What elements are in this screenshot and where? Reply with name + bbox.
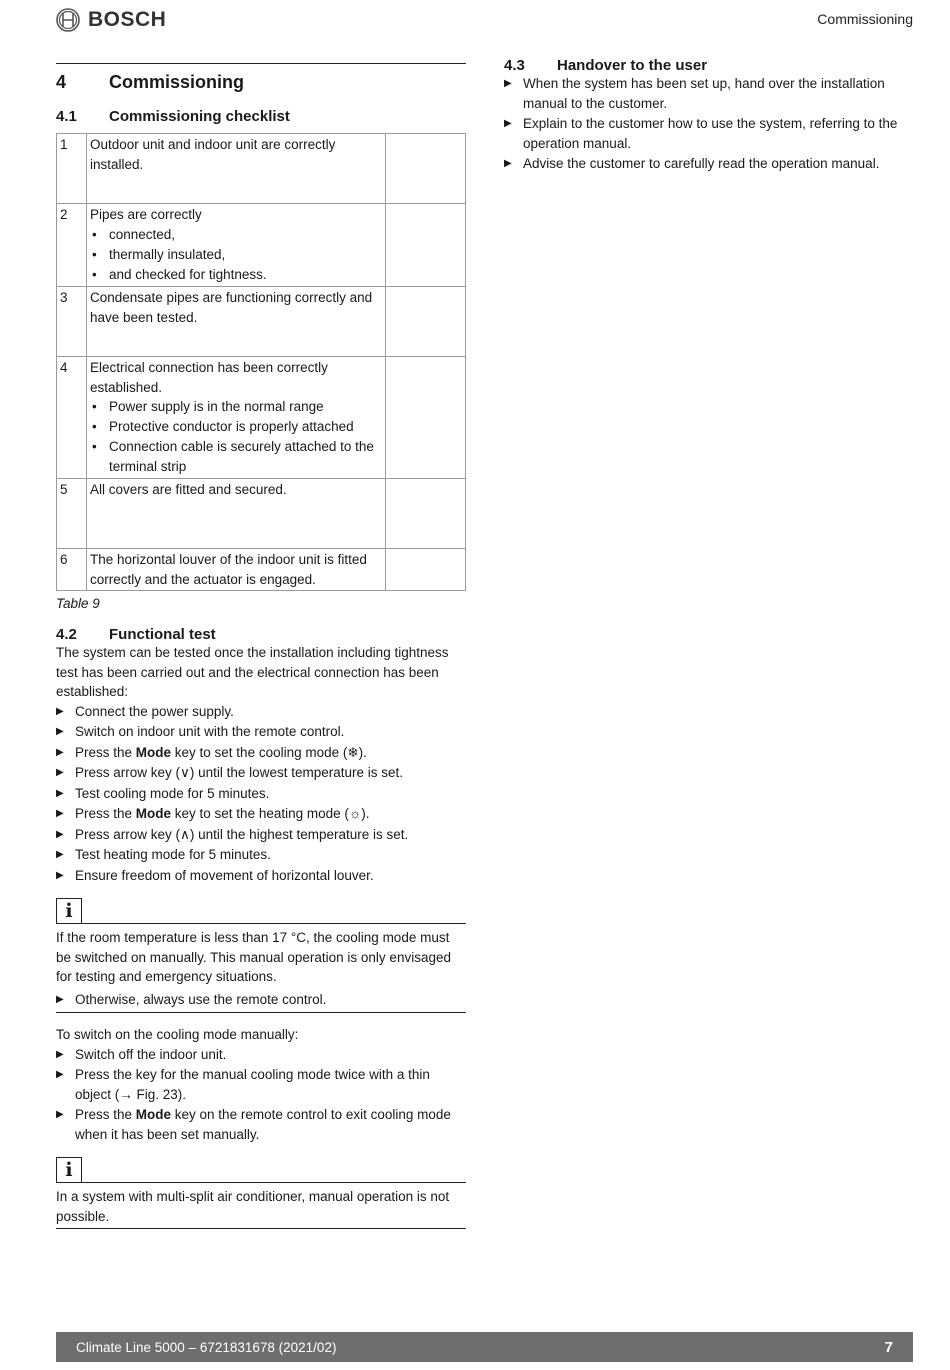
- row-text-main: Electrical connection has been correctly established.: [90, 360, 328, 395]
- step-text: Switch on indoor unit with the remote control.: [75, 724, 345, 739]
- step-item: [56, 845, 466, 865]
- row-text: [87, 204, 386, 287]
- step-text: Explain to the customer how to use the system, referring to the operation manual.: [523, 116, 898, 151]
- info-note-multisplit: [56, 1157, 466, 1229]
- row-number: 3: [57, 287, 87, 357]
- row-text: [87, 479, 386, 549]
- step-item: [56, 763, 466, 783]
- step-item: [56, 784, 466, 804]
- info-icon: i: [56, 898, 82, 924]
- functional-title: Functional test: [109, 626, 216, 643]
- check-box-cell: [386, 134, 466, 204]
- functional-intro: The system can be tested once the installation including tightness test has been carried out and the electrical connection has been established:: [56, 645, 449, 699]
- commissioning-checklist-table: [56, 133, 466, 591]
- list-item: • Protective conductor is properly attached: [90, 417, 382, 437]
- info-text: In a system with multi-split air conditioner, manual operation is not possible.: [56, 1189, 450, 1224]
- step-item: [504, 154, 914, 174]
- step-item: [56, 825, 466, 845]
- list-item: • and checked for tightness.: [90, 265, 382, 285]
- section-title: Commissioning: [109, 72, 245, 92]
- row-number: 4: [57, 357, 87, 479]
- handover-number: 4.3: [504, 57, 525, 74]
- checklist-heading: [56, 108, 466, 125]
- step-text: Press arrow key (∨) until the lowest temperature is set.: [75, 765, 403, 780]
- divider: [82, 1182, 466, 1183]
- triangle-arrow-icon: ▶: [56, 705, 64, 717]
- step-text: Ensure freedom of movement of horizontal louver.: [75, 867, 374, 883]
- step-text: When the system has been set up, hand over the installation manual to the customer.: [523, 76, 885, 111]
- mode-key-label: Mode: [135, 1107, 172, 1122]
- bosch-armature-icon: [56, 8, 80, 32]
- brand-name: BOSCH: [88, 8, 167, 31]
- step-text: Test heating mode for 5 minutes.: [75, 847, 271, 862]
- check-box-cell: [386, 287, 466, 357]
- row-text: [87, 549, 386, 591]
- row-text: [87, 134, 386, 204]
- step-text: key to set the cooling mode (❄).: [171, 744, 367, 760]
- step-text: Advise the customer to carefully read the operation manual.: [523, 156, 880, 171]
- table-row: [57, 357, 466, 479]
- triangle-arrow-icon: ▶: [504, 158, 512, 169]
- list-item: • thermally insulated,: [90, 245, 382, 265]
- step-text: key on the remote control to exit cooling mode when it has been set manually.: [75, 1107, 451, 1142]
- triangle-arrow-icon: ▶: [56, 726, 64, 737]
- step-item: [56, 1105, 466, 1144]
- step-text: key to set the heating mode (☼).: [171, 806, 370, 821]
- brand-logo: [56, 8, 166, 32]
- section-heading: [56, 63, 466, 96]
- check-box-cell: [386, 204, 466, 287]
- step-text: Press the: [75, 1107, 136, 1122]
- triangle-arrow-icon: ▶: [56, 849, 64, 860]
- row-number: 5: [57, 479, 87, 549]
- section-number: 4: [56, 72, 67, 92]
- triangle-arrow-icon: ▶: [504, 78, 512, 89]
- checklist-number: 4.1: [56, 108, 77, 125]
- row-text: [87, 287, 386, 357]
- list-item: • Power supply is in the normal range: [90, 397, 382, 417]
- left-column: [56, 63, 466, 1229]
- step-item: [56, 1045, 466, 1065]
- check-box-cell: [386, 479, 466, 549]
- table-row: [57, 134, 466, 204]
- info-header: [56, 898, 466, 924]
- functional-steps: [56, 702, 466, 886]
- info-body: [56, 924, 466, 1013]
- row-text: [87, 357, 386, 479]
- mode-key-label: Mode: [135, 744, 172, 760]
- info-header: [56, 1157, 466, 1183]
- divider: [82, 923, 466, 924]
- functional-test-heading: [56, 626, 466, 643]
- triangle-arrow-icon: ▶: [56, 787, 64, 799]
- step-text: Press the: [75, 806, 136, 821]
- row-number: 2: [57, 204, 87, 287]
- check-box-cell: [386, 357, 466, 479]
- info-body: [56, 1183, 466, 1229]
- step-item: [56, 722, 466, 742]
- table-row: [57, 204, 466, 287]
- triangle-arrow-icon: ▶: [56, 869, 64, 881]
- step-text: Switch off the indoor unit.: [75, 1046, 227, 1062]
- info-icon: i: [56, 1157, 82, 1183]
- step-item: [504, 74, 914, 113]
- step-text: Press the: [75, 744, 136, 760]
- step-text: Press the key for the manual cooling mode twice with a thin object (→ Fig. 23).: [75, 1067, 430, 1102]
- triangle-arrow-icon: ▶: [56, 1048, 64, 1060]
- step-item: [56, 1065, 466, 1104]
- checklist-title: Commissioning checklist: [109, 108, 290, 125]
- step-text: Press arrow key (∧) until the highest temperature is set.: [75, 826, 409, 842]
- step-item: [56, 804, 466, 824]
- step-item: [56, 866, 466, 886]
- step-text: Test cooling mode for 5 minutes.: [75, 785, 270, 801]
- handover-steps: [504, 74, 914, 174]
- triangle-arrow-icon: ▶: [56, 746, 64, 758]
- step-item: [504, 114, 914, 153]
- functional-number: 4.2: [56, 626, 77, 643]
- page-number: 7: [884, 1338, 893, 1356]
- triangle-arrow-icon: ▶: [56, 1069, 64, 1080]
- step-text: Connect the power supply.: [75, 703, 234, 719]
- triangle-arrow-icon: ▶: [56, 808, 64, 819]
- manual-steps: [56, 1045, 466, 1145]
- step-item: [56, 702, 466, 722]
- footer-doc-id: Climate Line 5000 – 6721831678 (2021/02): [76, 1339, 337, 1355]
- row-text-main: Pipes are correctly: [90, 207, 202, 222]
- row-number: 6: [57, 549, 87, 591]
- list-item: • connected,: [90, 225, 382, 245]
- list-item: • Connection cable is securely attached to the terminal strip: [90, 437, 382, 477]
- info-note-temperature: [56, 898, 466, 1013]
- handover-heading: [504, 57, 914, 74]
- row-number: 1: [57, 134, 87, 204]
- row-text-main: The horizontal louver of the indoor unit is fitted correctly and the actuator is engaged.: [90, 552, 367, 587]
- mode-key-label: Mode: [135, 806, 172, 821]
- triangle-arrow-icon: ▶: [56, 993, 64, 1005]
- table-row: [57, 287, 466, 357]
- row-text-main: Condensate pipes are functioning correctly and have been tested.: [90, 290, 373, 325]
- step-item: [56, 990, 466, 1010]
- info-text: If the room temperature is less than 17 °C, the cooling mode must be switched on manually. This manual operation is only envisaged for testing and emergency situations.: [56, 930, 451, 984]
- triangle-arrow-icon: ▶: [504, 118, 512, 129]
- right-column: [504, 57, 914, 175]
- running-head: Commissioning: [817, 11, 913, 27]
- step-item: [56, 743, 466, 763]
- handover-title: Handover to the user: [557, 57, 708, 74]
- manual-intro: To switch on the cooling mode manually:: [56, 1027, 299, 1042]
- triangle-arrow-icon: ▶: [56, 1109, 64, 1120]
- row-text-main: Outdoor unit and indoor unit are correctly installed.: [90, 137, 336, 172]
- table-row: [57, 479, 466, 549]
- row-text-main: All covers are fitted and secured.: [90, 482, 287, 497]
- page-footer: [56, 1332, 913, 1362]
- table-row: [57, 549, 466, 591]
- triangle-arrow-icon: ▶: [56, 828, 64, 840]
- check-box-cell: [386, 549, 466, 591]
- step-text: Otherwise, always use the remote control.: [75, 991, 327, 1007]
- table-caption: Table 9: [56, 596, 100, 611]
- triangle-arrow-icon: ▶: [56, 767, 64, 778]
